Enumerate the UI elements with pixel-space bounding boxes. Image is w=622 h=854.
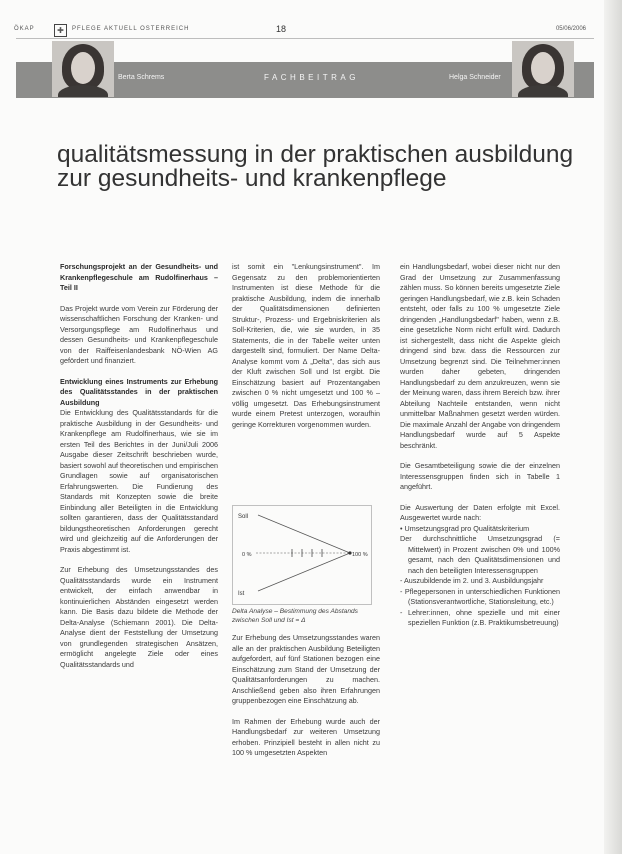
column-1 bbox=[60, 262, 218, 680]
section-label: FACHBEITRAG bbox=[264, 73, 359, 82]
paragraph: Zur Erhebung des Umsetzungsstandes des Qualitätsstandards wurde ein Instrument entwickelt, der einfach anwendbar in kontinuierlichen Abständen eingesetzt werden kann. Die Basis dazu bildete die Methode der Delta-Analyse (Schiemann 2001). Die Delta-Analyse dient der Feststellung der Umsetzung von grundlegenden strategischen Ansätzen, ermöglicht angelegte Ziele oder eines Qualitätsstandards und bbox=[60, 565, 218, 669]
column-2 bbox=[232, 262, 380, 440]
column-3 bbox=[400, 262, 560, 629]
figure-zero-label: 0 % bbox=[242, 552, 252, 558]
author-left-name: Berta Schrems bbox=[118, 74, 165, 81]
header-publication: PFLEGE AKTUELL OSTERREICH bbox=[72, 26, 190, 32]
running-header bbox=[14, 24, 594, 36]
figure-soll-label: Soll bbox=[238, 514, 249, 520]
figure-hundred-label: 100 % bbox=[352, 552, 368, 558]
list-item: Der durchschnittliche Umsetzungsgrad (= Mittelwert) in Prozent zwischen 0% und 100% gesamt, nach den Qualitätsdimensionen und nach den beteiligten Interessensgruppen bbox=[400, 534, 560, 575]
header-date: 05/06/2006 bbox=[555, 26, 586, 32]
author-right-portrait bbox=[512, 41, 574, 97]
paragraph: Zur Erhebung des Umsetzungsstandes waren alle an der praktischen Ausbildung Beteiligten aufgefordert, auf fünf Stationen bezogen eine Einschätzung zum Stand der Umsetzung der Qualitätsanforderungen zu machen. Anschließend geben also ihren Erfahrungen gruppenbezogen eine Einschätzung ab. bbox=[232, 633, 380, 705]
paragraph: Im Rahmen der Erhebung wurde auch der Handlungsbedarf zur weiteren Umsetzung erhoben. Prinzipiell besteht in allen nicht zu 100 % umgesetzten Aspekten bbox=[232, 716, 380, 757]
paragraph: Die Auswertung der Daten erfolgte mit Excel. Ausgewertet wurde nach: bbox=[400, 502, 560, 522]
list-item: - Lehrer:innen, ohne spezielle und mit einer speziellen Funktion (z.B. Praktikumsbetreuung) bbox=[400, 607, 560, 627]
paragraph: ist somit ein "Lenkungsinstrument". Im Gegensatz zu den problemorientierten Instrumenten ist diese Methode für die praktische Ausbildung, indem die innerhalb der Qualitätsdimensionen definierten Struktur-, Prozess- und Ergebniskriterien als Soll-Kriterien, die, wie sie wurden, in 35 Statements, die in der Tabelle weiter unten dargestellt sind, formuliert. Der Name Delta-Analyse kommt vom Δ „Delta", das sich aus der Kluft zwischen Soll und Ist ergibt. Die Einschätzung basiert auf Prozentangaben zwischen 0 % nicht umgesetzt und 100 % – völlig umgesetzt. Das Erhebungsinstrument wurde einem Pretest unterzogen, woraufhin geringe Korrekturen vorgenommen wurden. bbox=[232, 262, 380, 429]
paragraph: Das Projekt wurde vom Verein zur Förderung der wissenschaftlichen Forschung der Kranken- und Versorgungspflege am Rudolfinerhaus und dessen Gesundheits- und Krankenpflegeschule von der Raiffeisenlandesbank NÖ-Wien AG gefördert und finanziert. bbox=[60, 303, 218, 365]
lead-heading: Forschungsprojekt an der Gesundheits- und Krankenpflegeschule am Rudolfinerhaus – Teil II bbox=[60, 262, 218, 292]
paragraph: ein Handlungsbedarf, wobei dieser nicht nur den Grad der Umsetzung zur Zusammenfassung zählen muss. So können bereits umgesetzte Ziele geringen Handlungsbedarf, wie z.B. kein Schaden entsteht, oder falls zu 100 % umgesetzte Ziele dringenden „Handlungsbedarf" haben, wenn z.B. eine gesetzliche Norm nicht erfüllt wird. Dadurch ist sichergestellt, dass nicht die Aspekte gleich dringend sind bzw. dass die Ressourcen zur Umsetzung begrenzt sind. Die Teilnehmer:innen wurden daher gebeten, dringenden Handlungsbedarf zu dem anzukreuzen, wenn sie der Meinung waren, dass ihrem Bereich bzw. ihrer Abteilung Nachteile entstanden, wenn nicht unmittelbar Maßnahmen gesetzt werden würden. Die maximale Anzahl der Angabe von dringendem Handlungsbedarf wurde auf 5 Aspekte beschränkt. bbox=[400, 262, 560, 450]
figure-ist-label: Ist bbox=[238, 591, 245, 597]
subheading: Entwicklung eines Instruments zur Erhebung des Qualitätsstandes in der praktischen Ausbildung bbox=[60, 376, 218, 407]
header-brand: ÖKAP bbox=[14, 26, 35, 32]
page-number: 18 bbox=[276, 24, 287, 34]
author-left-portrait bbox=[52, 41, 114, 97]
author-right-name: Helga Schneider bbox=[449, 74, 501, 81]
page-edge-shadow bbox=[604, 0, 622, 854]
figure-caption: Delta Analyse – Bestimmung des Abstands zwischen Soll und Ist = Δ bbox=[232, 608, 358, 624]
list-item: - Pflegepersonen in unterschiedlichen Funktionen (Stationsverantwortliche, Stationsleitung, etc.) bbox=[400, 586, 560, 606]
list-item: • Umsetzungsgrad pro Qualitätskriterium bbox=[400, 523, 530, 533]
paragraph: Die Gesamtbeteiligung sowie die der einzelnen Interessensgruppen finden sich in Tabelle 1 angeführt. bbox=[400, 461, 560, 491]
delta-diagram bbox=[232, 505, 372, 605]
paragraph: Die Entwicklung des Qualitätsstandards für die praktische Ausbildung in der Gesundheits- und Krankenpflege am Rudolfinerhaus, wie sie im ersten Teil des Berichtes in der Juni/Juli 2006 Ausgabe dieser Zeitschrift beschrieben wurde, basiert sowohl auf theoretischen und empirischen Grundlagen sowie auf organisatorischen Erfahrungswerten. Die Fundierung des Standards mit Konzepten sowie die breite Einbindung aller Beteiligten in die Entwicklung sollten garantieren, dass der Qualitätsstandard bildungstheoretischen Anforderungen gerecht wird und gleichzeitig auf die Anforderungen der Praxis abgestimmt ist. bbox=[60, 408, 218, 554]
header-rule bbox=[16, 38, 594, 39]
cross-logo-icon: ✚ bbox=[54, 24, 67, 37]
column-2-lower bbox=[232, 633, 380, 769]
list-item: - Auszubildende im 2. und 3. Ausbildungsjahr bbox=[400, 576, 544, 585]
article-title: qualitätsmessung in der praktischen ausbildung zur gesundheits- und krankenpflege bbox=[57, 141, 574, 192]
evaluation-list bbox=[400, 524, 560, 629]
delta-analysis-figure bbox=[232, 505, 372, 605]
